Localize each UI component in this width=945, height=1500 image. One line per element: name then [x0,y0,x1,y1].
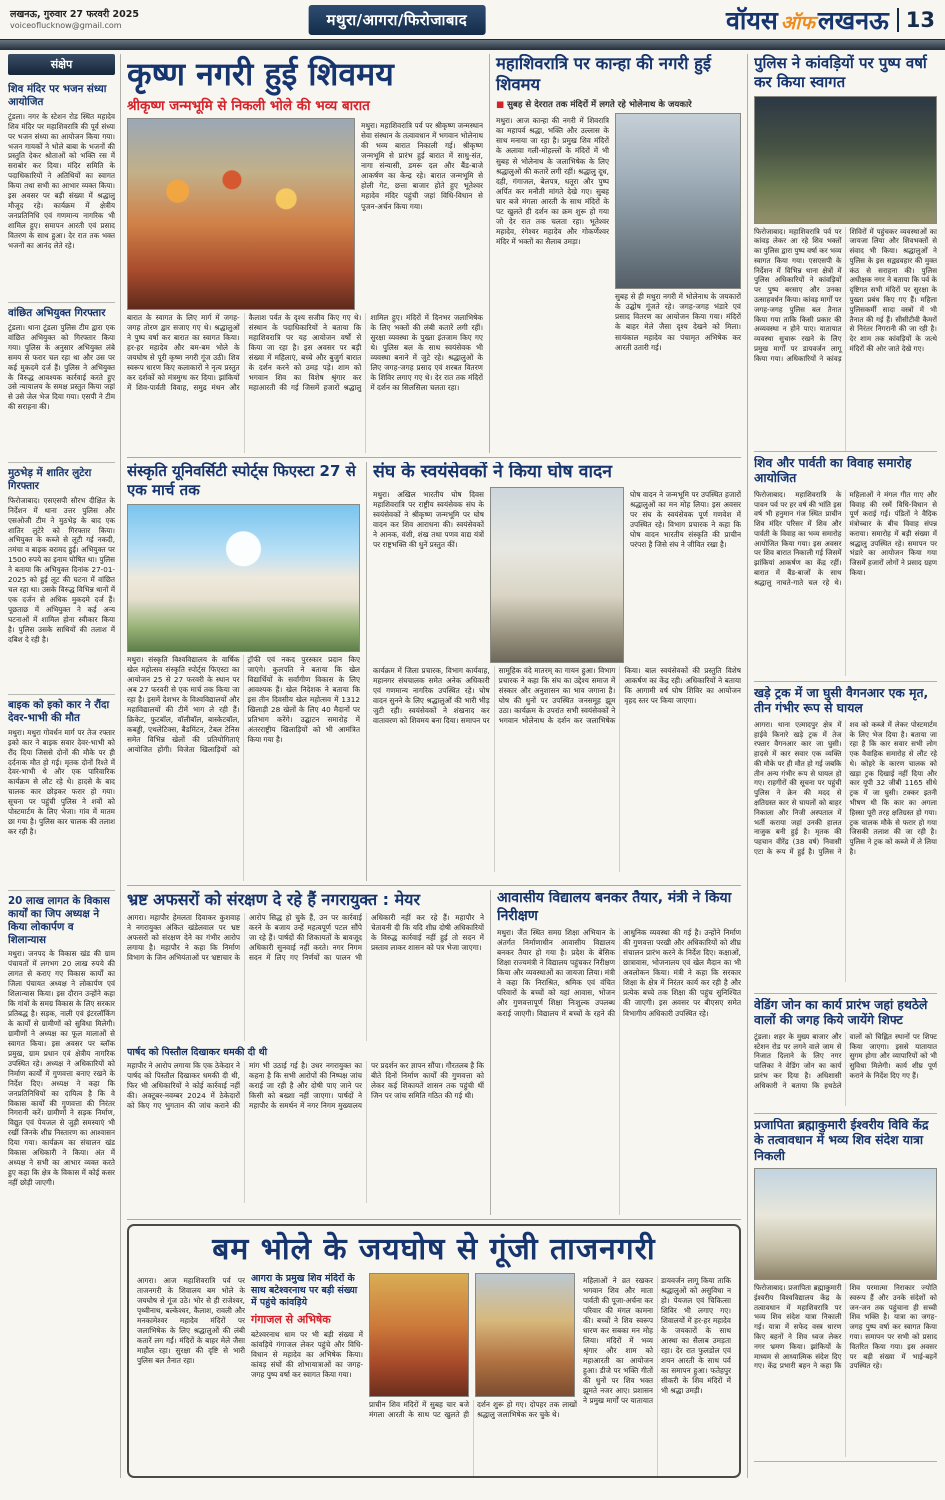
shivmay-body-continued: सुबह से ही मथुरा नगरी में भोलेनाथ के जयकारों के उद्घोष गूंजते रहे। जगह-जगह भंडारे एवं प्रसाद वितरण का आयोजन किया गया। मंदिरों के बाहर मेले जैसा दृश्य देखने को मिला। सायंकाल महादेव का पंचामृत अभिषेक कर आरती उतारी गई। [615,292,741,352]
middle-band [127,462,741,886]
article-truck-accident [754,686,937,994]
page-content [0,50,945,1478]
shivmay-headline: महाशिवरात्रि पर कान्हा की नगरी हुई शिवमय [496,54,712,94]
truck-headline: खड़े ट्रक में जा घुसी वैगनआर एक मृत, तीन गंभीर रूप से घायल [754,686,929,716]
police-welcome-photo [754,96,937,224]
police-body: फिरोजाबाद। महाशिवरात्रि पर्व पर कांवड़ लेकर आ रहे शिव भक्तों का पुलिस द्वारा पुष्प वर्षा कर भव्य स्वागत किया गया। एसएसपी के निर्देशन में विभिन्न थाना क्षेत्रों में पुलिस अधिकारियों ने कांवड़ियों पर पुष्प बरसाए और उनका उत्साहवर्धन किया। कांवड़ मार्गों पर जगह-जगह पुलिस बल तैनात किया गया ताकि किसी प्रकार की अव्यवस्था न होने पाए। यातायात व्यवस्था सुचारू रखने के लिए प्रमुख मार्गों पर डायवर्जन लागू किया गया। अधिकारियों ने कांवड़ शिविरों में पहुंचकर व्यवस्थाओं का जायजा लिया और शिवभक्तों से संवाद भी किया। श्रद्धालुओं ने पुलिस के इस सद्व्यवहार की मुक्त कंठ से सराहना की। पुलिस अधीक्षक नगर ने बताया कि पर्व के दृष्टिगत सभी मंदिरों पर सुरक्षा के पुख्ता प्रबंध किए गए हैं। महिला पुलिसकर्मी सादा वस्त्रों में भी तैनात की गई हैं। सीसीटीवी कैमरों से निरंतर निगरानी की जा रही है। देर शाम तक कांवड़ियों के जत्थे मंदिरों की ओर जाते देखे गए। [754,226,937,363]
crowd-photo-2 [475,1273,575,1397]
briefs-column [8,54,121,1478]
right-column [747,54,937,1478]
temple-crowd-photo [615,113,741,289]
logo-word-1: वॉयस [725,6,778,35]
footer-bar [0,1478,945,1490]
edition-region-tab: मथुरा/आगरा/फिरोजाबाद [309,5,486,35]
masthead-right [726,3,935,37]
brief-body: मथुरा। मथुरा गोवर्धन मार्ग पर तेज रफ्तार इको कार ने बाइक सवार देवर-भाभी को रौंद दिया जिससे दोनों की मौके पर ही दर्दनाक मौत हो गई। मृतक दोनों रिश्ते में देवर-भाभी थे और एक पारिवारिक कार्यक्रम से लौट रहे थे। हादसे के बाद चालक कार छोड़कर फरार हो गया। सूचना पर पहुंची पुलिस ने शवों को पोस्टमार्टम के लिए भेजा। गांव में मातम छा गया है। पुलिस कार चालक की तलाश कर रही है। [8,727,115,837]
krishna-body: मथुरा। महाशिवरात्रि पर्व पर श्रीकृष्ण जन्मस्थान सेवा संस्थान के तत्वावधान में भगवान भोलेनाथ की भव्य बारात निकाली गई। श्रीकृष्ण जन्मभूमि से प्रारंभ हुई बारात में साधु-संत, नागा संन्यासी, डमरू दल और बैंड-बाजे आकर्षण का केन्द्र रहे। बारात जन्मभूमि से होली गेट, छत्ता बाजार होते हुए भूतेश्वर महादेव मंदिर पहुंची जहां विधि-विधान से पूजन-अर्चन किया गया। [361,121,483,211]
mayor-body: आगरा। महापौर हेमलता दिवाकर कुशवाह ने नगरायुक्त अंकित खंडेलवाल पर भ्रष्ट अफसरों को संरक्षण देने का गंभीर आरोप लगाया है। महापौर ने कहा कि निर्माण विभाग के जिन अभियंताओं पर भ्रष्टाचार के आरोप सिद्ध हो चुके हैं, उन पर कार्रवाई करने के बजाय उन्हें महत्वपूर्ण पटल सौंपे जा रहे हैं। पार्षदों की शिकायतों के बावजूद अधिकारी सुनवाई नहीं करते। नगर निगम सदन में लिए गए निर्णयों का पालन भी अधिकारी नहीं कर रहे हैं। महापौर ने चेतावनी दी कि यदि शीघ्र दोषी अधिकारियों के विरुद्ध कार्रवाई नहीं हुई तो सदन में प्रस्ताव लाकर शासन को पत्र भेजा जाएगा। [127,913,484,963]
ghosh-body-left: मथुरा। अखिल भारतीय घोष दिवस महाशिवरात्रि पर राष्ट्रीय स्वयंसेवक संघ के स्वयंसेवकों ने श्रीकृष्ण जन्मभूमि पर घोष वादन कर शिव आराधना की। स्वयंसेवकों ने आनक, वंशी, शंख तथा पणव वाद्य यंत्रों पर राष्ट्रभक्ति की धुनें प्रस्तुत कीं। [373,489,484,550]
ghosh-headline: संघ के स्वयंसेवकों ने किया घोष वादन [373,462,613,482]
procession-photo [127,118,355,310]
bambhole-subhead-block [251,1273,363,1479]
masthead-left [10,9,139,32]
krishna-subhead: श्रीकृष्ण जन्मभूमि से निकली भोले की भव्य बारात [127,98,370,114]
yatra-photo [754,1168,937,1280]
bambhole-subhead: आगरा के प्रमुख शिव मंदिरों के साथ बटेश्वरनाथ पर बड़ी संख्या में पहुंचे कांवड़िये [251,1272,358,1308]
contact-email: voiceoflucknow@gmail.com [10,20,122,30]
bambhole-body-4: महिलाओं ने व्रत रखकर भगवान शिव और माता पार्वती की पूजा-अर्चना कर परिवार की मंगल कामना की। बच्चों ने शिव स्वरूप धारण कर सबका मन मोह लिया। मंदिरों में भव्य श्रृंगार और शाम को महाआरती का आयोजन हुआ। डीजे पर भक्ति गीतों की धुनों पर शिव भक्त झूमते नजर आए। प्रशासन ने प्रमुख मार्गों पर यातायात डायवर्जन लागू किया ताकि श्रद्धालुओं को असुविधा न हो। पेयजल एवं चिकित्सा शिविर भी लगाए गए। शिवालयों में हर-हर महादेव के जयकारों के साथ आस्था का सैलाब उमड़ता रहा। देर रात फुलडोल एवं शयन आरती के साथ पर्व का समापन हुआ। फतेहपुर सीकरी के शिव मंदिरों में भी श्रद्धा उमड़ी। [583,1275,731,1406]
article-police-welcome [754,54,937,452]
krishna-headline: कृष्ण नगरी हुई शिवमय [127,55,394,93]
bambhole-headline: बम भोले के जयघोष से गूंजी ताजनगरी [212,1232,656,1267]
krishna-body-continued: बारात के स्वागत के लिए मार्ग में जगह-जगह तोरण द्वार सजाए गए थे। श्रद्धालुओं ने पुष्प वर्षा कर बारात का स्वागत किया। हर-हर महादेव और बम-बम भोले के जयघोष से पूरी कृष्ण नगरी गूंज उठी। शिव स्वरूप धारण किए कलाकारों ने नृत्य प्रस्तुत कर दर्शकों को मंत्रमुग्ध कर दिया। झांकियों में शिव-पार्वती विवाह, समुद्र मंथन और कैलाश पर्वत के दृश्य सजीव किए गए थे। संस्थान के पदाधिकारियों ने बताया कि महाशिवरात्रि पर यह आयोजन वर्षों से किया जा रहा है। इस अवसर पर बड़ी संख्या में महिलाएं, बच्चे और बुजुर्ग बारात के दर्शन करने को उमड़ पड़े। शाम को भगवान शिव का विशेष श्रृंगार कर महाआरती की गई जिसमें हजारों श्रद्धालु शामिल हुए। मंदिरों में दिनभर जलाभिषेक के लिए भक्तों की लंबी कतारें लगी रहीं। सुरक्षा व्यवस्था के पुख्ता इंतजाम किए गए थे। पुलिस बल के साथ स्वयंसेवक भी व्यवस्था बनाने में जुटे रहे। श्रद्धालुओं के लिए जगह-जगह प्रसाद एवं शरबत वितरण के शिविर लगाए गए थे। देर रात तक मंदिरों में दर्शन का सिलसिला चलता रहा। [127,313,483,393]
lower-band [127,890,741,1220]
sports-headline: संस्कृति यूनिवर्सिटी स्पोर्ट्स फिएस्टा 27 से एक मार्च तक [127,462,356,499]
truck-body: आगरा। थाना एत्मादपुर क्षेत्र में हाईवे किनारे खड़े ट्रक में तेज रफ्तार वैगनआर कार जा घुसी। हादसे में कार सवार एक व्यक्ति की मौके पर ही मौत हो गई जबकि तीन अन्य गंभीर रूप से घायल हो गए। राहगीरों की सूचना पर पहुंची पुलिस ने क्रेन की मदद से क्षतिग्रस्त कार से घायलों को बाहर निकाला और निजी अस्पताल में भर्ती कराया जहां उनकी हालत नाजुक बनी हुई है। मृतक की पहचान वीरेंद्र (38 वर्ष) निवासी एटा के रूप में हुई है। पुलिस ने शव को कब्जे में लेकर पोस्टमार्टम के लिए भेज दिया है। बताया जा रहा है कि कार सवार सभी लोग एक वैवाहिक समारोह से लौट रहे थे। कोहरे के कारण चालक को खड़ा ट्रक दिखाई नहीं दिया और कार यूपी 32 जीबी 1165 सीधे ट्रक में जा घुसी। टक्कर इतनी भीषण थी कि कार का अगला हिस्सा पूरी तरह क्षतिग्रस्त हो गया। ट्रक चालक मौके से फरार हो गया जिसकी तलाश की जा रही है। पुलिस ने ट्रक को कब्जे में ले लिया है। [754,719,937,856]
bambhole-body-2: बटेश्वरनाथ धाम पर भी बड़ी संख्या में कांवड़िये गंगाजल लेकर पहुंचे और विधि-विधान से महादेव का अभिषेक किया। कांवड़ संघों की शोभायात्राओं का जगह-जगह पुष्प वर्षा कर स्वागत किया गया। [251,1330,363,1380]
shiv-parvati-body: फिरोजाबाद। महाशिवरात्रि के पावन पर्व पर हर वर्ष की भांति इस वर्ष भी हनुमान गंज स्थित प्राचीन शिव मंदिर परिसर में शिव और पार्वती के विवाह का भव्य समारोह आयोजित किया गया। इस अवसर पर शिव बारात निकाली गई जिसमें झांकियां आकर्षण का केंद्र रहीं। बारात में बैंड-बाजों के साथ श्रद्धालु नाचते-गाते चल रहे थे। महिलाओं ने मंगल गीत गाए और विवाह की रस्में विधि-विधान से पूर्ण कराई गईं। पंडितों ने वैदिक मंत्रोच्चार के बीच विवाह संपन्न कराया। समारोह में बड़ी संख्या में श्रद्धालु उपस्थित रहे। समापन पर भंडारे का आयोजन किया गया जिसमें हजारों लोगों ने प्रसाद ग्रहण किया। [754,489,937,587]
article-bam-bhole [127,1224,741,1478]
article-mayor-allegation [127,890,491,1215]
brief-item [8,79,115,303]
briefs-section-label: संक्षेप [8,54,115,75]
mayor-headline: भ्रष्ट अफसरों को संरक्षण दे रहे हैं नगरायुक्त : मेयर [127,890,420,909]
police-headline: पुलिस ने कांवड़ियों पर पुष्प वर्षा कर किया स्वागत [754,54,927,91]
article-ghosh-vadan [373,462,741,881]
mayor-body-continued: महापौर ने आरोप लगाया कि एक ठेकेदार ने पार्षद को पिस्तौल दिखाकर धमकी दी थी, फिर भी अधिकारियों ने कोई कार्रवाई नहीं की। अक्टूबर-नवम्बर 2024 में ठेकेदारों को किए गए भुगतान की जांच कराने की मांग भी उठाई गई है। उधर नगरायुक्त का कहना है कि सभी आरोपों की निष्पक्ष जांच कराई जा रही है और दोषी पाए जाने पर किसी को बख्शा नहीं जाएगा। पार्षदों ने महापौर के समर्थन में नगर निगम मुख्यालय पर प्रदर्शन कर ज्ञापन सौंपा। गौरतलब है कि बीते दिनों निर्माण कार्यों की गुणवत्ता को लेकर कई शिकायतें शासन तक पहुंची थीं जिन पर जांच समिति गठित की गई थी। [127,1061,484,1111]
bambhole-body-3: प्राचीन शिव मंदिरों में सुबह चार बजे मंगला आरती के साथ पट खुलते ही दर्शन शुरू हो गए। दोपहर तक लाखों श्रद्धालु जलाभिषेक कर चुके थे। [369,1399,577,1419]
mayor-crosshead: पार्षद को पिस्तौल दिखाकर धमकी दी थी [127,1047,268,1058]
school-body: मथुरा। जैंत स्थित समग्र शिक्षा अभियान के अंतर्गत निर्माणाधीन आवासीय विद्यालय बनकर तैयार हो गया है। प्रदेश के बेसिक शिक्षा राज्यमंत्री ने विद्यालय पहुंचकर निरीक्षण किया और व्यवस्थाओं का जायजा लिया। मंत्री ने कहा कि निराश्रित, श्रमिक एवं वंचित परिवारों के बच्चों को यहां आवास, भोजन और गुणवत्तापूर्ण शिक्षा निःशुल्क उपलब्ध कराई जाएगी। विद्यालय में बच्चों के रहने की आधुनिक व्यवस्था की गई है। उन्होंने निर्माण की गुणवत्ता परखी और अधिकारियों को शीघ्र संचालन प्रारंभ करने के निर्देश दिए। कक्षाओं, छात्रावास, भोजनालय एवं खेल मैदान का भी अवलोकन किया। मंत्री ने कहा कि सरकार शिक्षा के क्षेत्र में निरंतर कार्य कर रही है और प्रत्येक बच्चे तक शिक्षा की पहुंच सुनिश्चित की जाएगी। इस अवसर पर बीएसए समेत विभागीय अधिकारी उपस्थित रहे। [497,928,741,1018]
page-number: 13 [897,8,935,32]
brief-body: फिरोजाबाद। एसएसपी सौरभ दीक्षित के निर्देशन में थाना उत्तर पुलिस और एसओजी टीम ने मुठभेड़ के बाद एक शातिर लुटेरे को गिरफ्तार किया। अभियुक्त के कब्जे से लूटी गई नकदी, तमंचा व बाइक बरामद हुई। अभियुक्त पर 1500 रुपये का इनाम घोषित था। पुलिस ने बताया कि अभियुक्त दिनांक 27-01-2025 को हुई लूट की घटना में वांछित चल रहा था। उसके विरुद्ध विभिन्न थानों में एक दर्जन से अधिक मुकदमे दर्ज हैं। पूछताछ में अभियुक्त ने कई अन्य घटनाओं में शामिल होना स्वीकार किया है। पुलिस उसके साथियों की तलाश में दबिश दे रही है। [8,495,115,644]
article-residential-school [497,890,741,1215]
date-line: लखनऊ, गुरुवार 27 फरवरी 2025 [10,8,139,20]
campus-photo [127,504,360,652]
newspaper-logo [726,3,889,37]
brief-item [8,695,115,891]
logo-word-2: ऑफ [780,12,815,34]
brief-body: टूंडला। नगर के स्टेशन रोड स्थित महादेव शिव मंदिर पर महाशिवरात्रि की पूर्व संध्या पर भजन संध्या का आयोजन किया गया। भजन गायकों ने भोले बाबा के भजनों की प्रस्तुति देकर श्रोताओं को भक्ति रस में सराबोर कर दिया। मंदिर समिति के पदाधिकारियों ने अतिथियों का स्वागत किया तथा सभी का आभार व्यक्त किया। इस अवसर पर बड़ी संख्या में श्रद्धालु मौजूद रहे। कार्यक्रम में क्षेत्रीय जनप्रतिनिधि एवं गणमान्य नागरिक भी शामिल हुए। समापन आरती एवं प्रसाद वितरण के साथ हुआ। देर रात तक भक्त भजनों का आनंद लेते रहे। [8,111,115,250]
yatra-headline: प्रजापिता ब्रह्माकुमारी ईश्वरीय विवि केंद्र के तत्वावधान में भव्य शिव संदेश यात्रा निकली [754,1118,929,1163]
article-sports-fiesta [127,462,367,881]
brief-body: मथुरा। जनपद के विकास खंड की ग्राम पंचायतों में लगभग 20 लाख रुपये की लागत से कराए गए विकास कार्यों का जिला पंचायत अध्यक्ष ने लोकार्पण एवं शिलान्यास किया। इस दौरान उन्होंने कहा कि गांवों के समग्र विकास के लिए सरकार प्रतिबद्ध है। सड़क, नाली एवं इंटरलॉकिंग के कार्यों से ग्रामीणों को सुविधा मिलेगी। ग्रामीणों ने अध्यक्ष का फूल मालाओं से स्वागत किया। इस अवसर पर ब्लॉक प्रमुख, ग्राम प्रधान एवं क्षेत्रीय नागरिक उपस्थित रहे। अध्यक्ष ने अधिकारियों को निर्माण कार्यों में गुणवत्ता बनाए रखने के निर्देश दिए। अध्यक्ष ने कहा कि जनप्रतिनिधियों का दायित्व है कि वे विकास कार्यों की गुणवत्ता की निरंतर निगरानी करें। ग्रामीणों ने सड़क निर्माण, विद्युत एवं पेयजल से जुड़ी समस्याएं भी रखीं जिनके शीघ्र निस्तारण का आश्वासन दिया गया। कार्यक्रम का संचालन खंड विकास अधिकारी ने किया। अंत में अध्यक्ष ने सभी का आभार व्यक्त करते हुए कहा कि क्षेत्र के विकास में कोई कसर नहीं छोड़ी जाएगी। [8,949,115,1187]
sports-body: मथुरा। संस्कृति विश्वविद्यालय के वार्षिक खेल महोत्सव संस्कृति स्पोर्ट्स फिएस्टा का आयोजन 25 से 27 फरवरी के स्थान पर अब 27 फरवरी से एक मार्च तक किया जा रहा है। इसमें देशभर के विश्वविद्यालयों और महाविद्यालयों की टीमें भाग ले रही हैं। क्रिकेट, फुटबॉल, वॉलीबॉल, बास्केटबॉल, कबड्डी, एथलेटिक्स, बैडमिंटन, टेबल टेनिस समेत विभिन्न खेलों की प्रतियोगिताएं आयोजित होंगी। विजेता खिलाड़ियों को ट्रॉफी एवं नकद पुरस्कार प्रदान किए जाएंगे। कुलपति ने बताया कि खेल विद्यार्थियों के सर्वांगीण विकास के लिए आवश्यक हैं। खेल निदेशक ने बताया कि इस तीन दिवसीय खेल महोत्सव में 1312 खिलाड़ी 28 खेलों के लिए 40 मैदानों पर प्रतिभाग करेंगे। उद्घाटन समारोह में अंतरराष्ट्रीय खिलाड़ियों को भी आमंत्रित किया गया है। [127,654,360,755]
top-story-band [127,54,741,458]
brief-headline: बाइक को इको कार ने रौंदा देवर-भाभी की मौत [8,699,110,724]
shivmay-body: मथुरा। आज कान्हा की नगरी में शिवरात्रि का महापर्व श्रद्धा, भक्ति और उल्लास के साथ मनाया जा रहा है। प्रमुख शिव मंदिरों के अलावा गली-मोहल्लों के मंदिरों में भी सुबह से भोलेनाथ के जलाभिषेक के लिए श्रद्धालुओं की कतारें लगी रहीं। श्रद्धालु दूध, दही, गंगाजल, बेलपत्र, धतूरा और पुष्प अर्पित कर मनौती मांगते देखे गए। सुबह चार बजे मंगला आरती के साथ मंदिरों के पट खुलते ही दर्शन का क्रम शुरू हो गया जो देर रात तक चलता रहा। भूतेश्वर महादेव, रंगेश्वर महादेव और गोकर्णेश्वर मंदिर में भक्तों का सैलाब उमड़ा। [496,116,609,246]
bambhole-photo-block [369,1273,577,1479]
main-column [127,54,741,1478]
wedding-zone-headline: वेडिंग जोन का कार्य प्रारंभ जहां हथठेले वालों की जगह किये जायेंगे शिफ्ट [754,998,928,1028]
brief-item [8,463,115,695]
article-krishna-nagari [127,54,483,453]
bambhole-subhead-red: गंगाजल से अभिषेक [251,1313,331,1327]
brief-item [8,303,115,463]
brief-headline: वांछित अभियुक्त गिरफ्तार [8,307,106,319]
article-shiv-parvati-vivah [754,456,937,682]
brief-headline: मुठभेड़ में शातिर लुटेरा गिरफ्तार [8,467,92,492]
shiv-parvati-headline: शिव और पार्वती का विवाह समारोह आयोजित [754,456,912,486]
masthead [0,0,945,40]
school-headline: आवासीय विद्यालय बनकर तैयार, मंत्री ने किया निरीक्षण [497,890,732,924]
article-shiv-sandesh-yatra [754,1118,937,1462]
brief-item [8,891,115,1478]
logo-word-3: लखनऊ [817,6,889,35]
yatra-body: फिरोजाबाद। प्रजापिता ब्रह्माकुमारी ईश्वरीय विश्वविद्यालय केंद्र के तत्वावधान में महाशिवरात्रि पर भव्य शिव संदेश यात्रा निकाली गई। यात्रा में सफेद वस्त्र धारण किए बहनों ने शिव ध्वज लेकर नगर भ्रमण किया। झांकियों के माध्यम से आध्यात्मिक संदेश दिए गए। केंद्र प्रभारी बहन ने कहा कि शिव परमात्मा निराकार ज्योति स्वरूप हैं और उनके संदेशों को जन-जन तक पहुंचाना ही सच्ची शिव भक्ति है। यात्रा का जगह-जगह पुष्प वर्षा कर स्वागत किया गया। समापन पर सभी को प्रसाद वितरित किया गया। इस अवसर पर बड़ी संख्या में भाई-बहनें उपस्थित रहे। [754,1283,937,1371]
crowd-photo-1 [369,1273,469,1397]
article-mahashivratri [489,54,741,453]
brief-headline: शिव मंदिर पर भजन संध्या आयोजित [8,83,107,108]
wedding-zone-body: टूंडला। शहर के मुख्य बाजार और स्टेशन रोड पर लगने वाले जाम से निजात दिलाने के लिए नगर पालिका ने वेडिंग जोन का कार्य प्रारंभ कर दिया है। अधिशासी अधिकारी ने बताया कि हथठेले वालों को चिह्नित स्थानों पर शिफ्ट किया जाएगा। इससे यातायात सुगम होगा और व्यापारियों को भी सुविधा मिलेगी। कार्य शीघ्र पूर्ण कराने के निर्देश दिए गए हैं। [754,1031,937,1090]
article-wedding-zone [754,998,937,1114]
masthead-divider [0,40,945,50]
ghosh-band-photo [490,487,624,663]
ghosh-body-right: घोष वादन ने जन्मभूमि पर उपस्थित हजारों श्रद्धालुओं का मन मोह लिया। इस अवसर पर संघ के स्वयंसेवक पूर्ण गणवेश में उपस्थित रहे। विभाग प्रचारक ने कहा कि घोष वादन भारतीय संस्कृति की प्राचीन परंपरा है जिसे संघ ने जीवित रखा है। [630,489,741,550]
shivmay-kicker: ■ सुबह से देररात तक मंदिरों में लगते रहे भोलेनाथ के जयकारे [496,98,741,110]
ghosh-body-bottom: कार्यक्रम में जिला प्रचारक, विभाग कार्यवाह, महानगर संघचालक समेत अनेक अधिकारी एवं गणमान्य नागरिक उपस्थित रहे। घोष वादन सुनने के लिए श्रद्धालुओं की भारी भीड़ जुटी रही। स्वयंसेवकों ने शंखनाद कर वातावरण को शिवमय बना दिया। समापन पर सामूहिक वंदे मातरम् का गायन हुआ। विभाग प्रचारक ने कहा कि संघ का उद्देश्य समाज में संस्कार और अनुशासन का भाव जगाना है। घोष की धुनों पर उपस्थित जनसमूह झूम उठा। कार्यक्रम के उपरांत सभी स्वयंसेवकों ने भगवान भोलेनाथ के दर्शन कर जलाभिषेक किया। बाल स्वयंसेवकों की प्रस्तुति विशेष आकर्षण का केंद्र रही। अधिकारियों ने बताया कि आगामी वर्ष घोष शिविर का आयोजन वृहद स्तर पर किया जाएगा। [373,665,741,726]
bambhole-body-1: आगरा। आज महाशिवरात्रि पर्व पर ताजनगरी के शिवालय बम भोले के जयघोष से गूंज उठे। भोर से ही राजेश्वर, पृथ्वीनाथ, बल्केश्वर, कैलाश, रावली और मनकामेश्वर महादेव मंदिरों पर जलाभिषेक के लिए श्रद्धालुओं की लंबी कतारें लग गईं। मंदिरों के बाहर मेले जैसा माहौल रहा। सुरक्षा की दृष्टि से भारी पुलिस बल तैनात रहा। [137,1275,245,1365]
brief-headline: 20 लाख लागत के विकास कार्यों का जिप अध्यक्ष ने किया लोकार्पण व शिलान्यास [8,895,110,946]
brief-body: टूंडला। थाना टूंडला पुलिस टीम द्वारा एक वांछित अभियुक्त को गिरफ्तार किया गया। पुलिस के अनुसार अभियुक्त लंबे समय से फरार चल रहा था और उस पर कई मुकदमे दर्ज हैं। पुलिस ने अभियुक्त के विरुद्ध आवश्यक कार्रवाई करते हुए उसे न्यायालय के समक्ष प्रस्तुत किया जहां से उसे जेल भेज दिया गया। एसपी ने टीम की सराहना की। [8,322,115,412]
